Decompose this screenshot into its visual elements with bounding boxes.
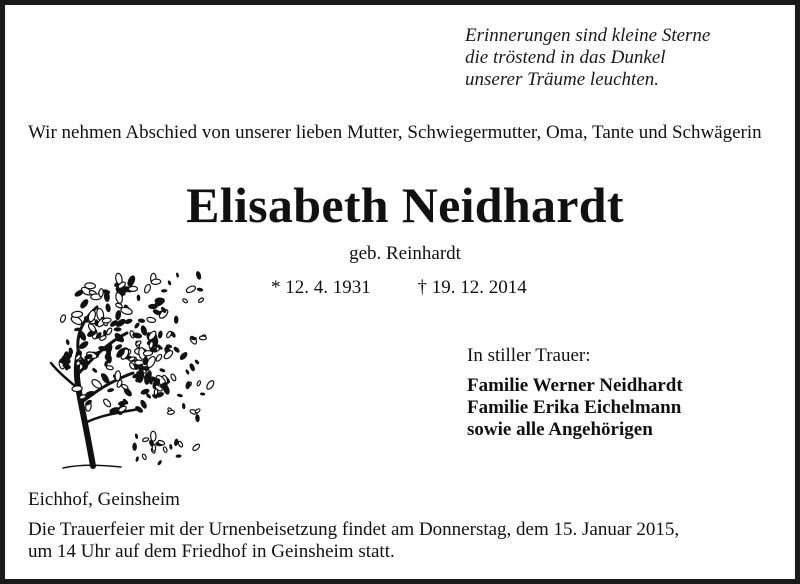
birth-date: * 12. 4. 1931 bbox=[271, 277, 371, 298]
quote-line: Erinnerungen sind kleine Sterne bbox=[465, 25, 711, 46]
memorial-quote bbox=[465, 25, 710, 91]
ceremony-details bbox=[28, 519, 788, 563]
mourners-list bbox=[467, 375, 683, 441]
ceremony-line: Die Trauerfeier mit der Urnenbeisetzung findet am Donnerstag, dem 15. Januar 2015, bbox=[28, 519, 680, 540]
mourner-name: sowie alle Angehörigen bbox=[467, 419, 653, 440]
death-date: † 19. 12. 2014 bbox=[417, 277, 527, 298]
mourning-heading: In stiller Trauer: bbox=[467, 345, 591, 366]
windblown-tree-icon bbox=[41, 263, 216, 473]
farewell-intro: Wir nehmen Abschied von unserer lieben Mutter, Schwiegermutter, Oma, Tante und Schwägerin bbox=[28, 122, 762, 143]
location: Eichhof, Geinsheim bbox=[28, 489, 180, 510]
life-dates bbox=[271, 277, 527, 299]
birth-name: geb. Reinhardt bbox=[349, 243, 461, 264]
quote-line: die tröstend in das Dunkel bbox=[465, 47, 666, 68]
ceremony-line: um 14 Uhr auf dem Friedhof in Geinsheim statt. bbox=[28, 541, 395, 562]
quote-line: unserer Träume leuchten. bbox=[465, 69, 660, 90]
mourner-name: Familie Werner Neidhardt bbox=[467, 375, 683, 396]
mourner-name: Familie Erika Eichelmann bbox=[467, 397, 682, 418]
deceased-name: Elisabeth Neidhardt bbox=[186, 177, 624, 233]
